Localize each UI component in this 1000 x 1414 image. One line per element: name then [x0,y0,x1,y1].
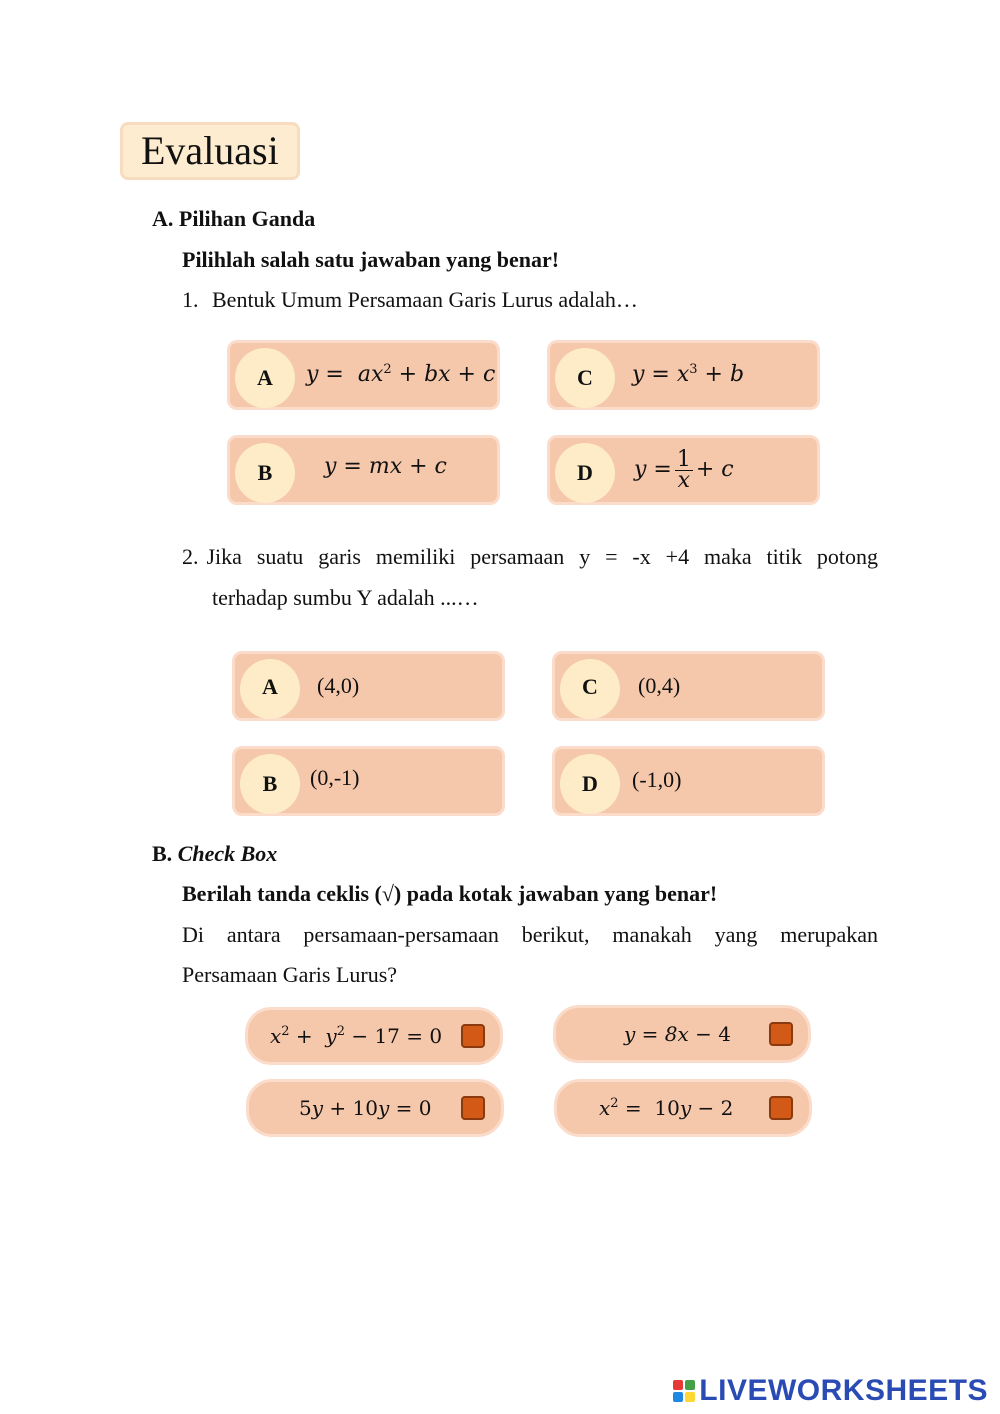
q2-option-b[interactable] [232,746,505,816]
q2-option-d[interactable] [552,746,825,816]
choice-1-checkbox[interactable] [461,1024,485,1048]
question-2-number: 2. [182,544,199,569]
option-letter: D [555,443,615,503]
question-1-number: 1. [182,287,199,312]
question-2 [182,543,878,571]
q2-option-c[interactable] [552,651,825,721]
option-value: (-1,0) [632,767,682,792]
question-2-text-line2: terhadap sumbu Y adalah ...… [212,585,479,610]
choice-expression: $x^2 + y^2 - 17 = 0$ [270,1024,443,1048]
choice-4-checkbox[interactable] [769,1096,793,1120]
question-2-text-line1: Jika suatu garis memiliki persamaan y = -x +4 maka titik potong [206,544,878,569]
choice-4 [554,1079,812,1137]
option-value: (4,0) [317,673,360,698]
liveworksheets-logo [673,1374,988,1408]
logo-text: LIVEWORKSHEETS [699,1374,988,1407]
logo-icon [673,1380,695,1402]
option-letter: B [235,443,295,503]
section-b-heading [152,840,277,868]
choice-expression: $x^2 = 10y - 2$ [599,1096,734,1120]
section-b-instruction: Berilah tanda ceklis (√) pada kotak jawaban yang benar! [182,881,718,906]
option-letter: A [235,348,295,408]
option-value: y = $\frac{1}{x}$ + c [634,446,734,493]
choice-3-checkbox[interactable] [461,1096,485,1120]
option-value: y = mx + c [324,454,447,479]
option-letter: A [240,659,300,719]
choice-1 [245,1007,503,1065]
option-value: (0,4) [638,673,681,698]
section-a-letter: A. [152,206,174,231]
question-1-text: Bentuk Umum Persamaan Garis Lurus adalah… [212,287,638,312]
section-b-question-line2: Persamaan Garis Lurus? [182,962,398,987]
section-b-title: Check Box [177,841,278,866]
option-value: (0,-1) [310,765,360,790]
page-title: Evaluasi [120,122,300,180]
q1-option-a[interactable] [227,340,500,410]
section-a-title: Pilihan Ganda [178,206,316,231]
question-1 [182,286,638,314]
section-b-question-line1: Di antara persamaan-persamaan berikut, manakah yang merupakan [182,922,878,947]
q1-option-b[interactable] [227,435,500,505]
option-letter: C [560,659,620,719]
choice-expression: y = 8x − 4 [624,1022,731,1046]
option-value: $y = x^3 + b$ [632,362,745,387]
choice-expression: 5y + 10y = 0 [299,1096,432,1120]
q2-option-a[interactable] [232,651,505,721]
q1-option-c[interactable] [547,340,820,410]
section-b-letter: B. [152,841,173,866]
choice-2 [553,1005,811,1063]
choice-3 [246,1079,504,1137]
section-a-instruction: Pilihlah salah satu jawaban yang benar! [182,247,560,272]
option-value: $y = ax^2$ + bx + c [306,362,496,387]
choice-2-checkbox[interactable] [769,1022,793,1046]
option-letter: B [240,754,300,814]
section-a-heading [152,205,315,233]
q1-option-d[interactable] [547,435,820,505]
option-letter: D [560,754,620,814]
option-letter: C [555,348,615,408]
